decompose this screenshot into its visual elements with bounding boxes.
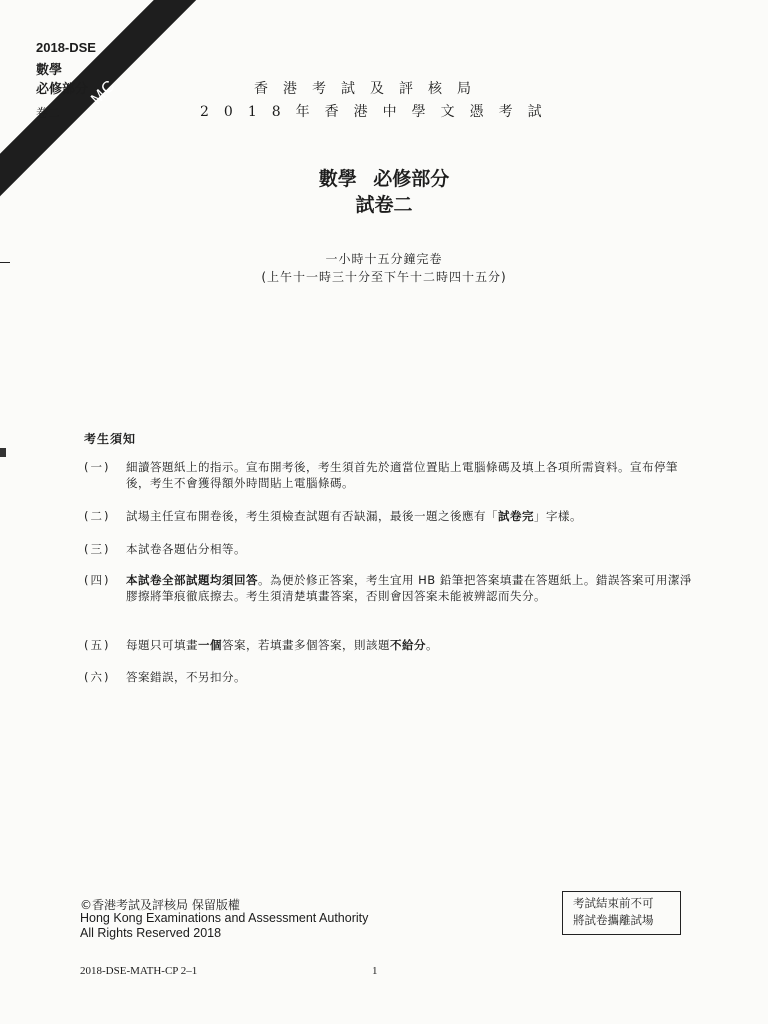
page-title: 數學 必修部分 [318, 168, 450, 190]
instruction-item [84, 508, 704, 524]
scan-edge-mark [0, 448, 6, 457]
instruction-number: (二) [84, 509, 111, 523]
exam-title: 2018年香港中學文憑考試 [200, 104, 557, 120]
instruction-item [84, 459, 704, 491]
instruction-text: 本試卷全部試題均須回答。為便於修正答案，考生宜用 HB 鉛筆把答案填畫在答題紙上。錯誤答案可用潔淨膠擦將筆痕徹底擦去。考生須清楚填畫答案，否則會因答案未能被辨認而失分。 [126, 573, 692, 603]
instruction-text: 試場主任宣布開卷後，考生須檢查試題有否缺漏，最後一題之後應有「試卷完」字樣。 [126, 509, 582, 523]
instruction-text: 細讀答題紙上的指示。宣布開考後，考生須首先於適當位置貼上電腦條碼及填上各項所需資料。宣布停筆後，考生不會獲得額外時間貼上電腦條碼。 [126, 460, 678, 490]
no-removal-notice-box [562, 891, 681, 935]
notice-box-line: 考試結束前不可 [573, 896, 654, 910]
scan-edge-mark [0, 262, 10, 263]
exam-time-range: (上午十一時三十分至下午十二時四十五分) [261, 270, 507, 284]
instruction-item [84, 572, 704, 604]
emphasis-text: 本試卷全部試題均須回答 [126, 573, 258, 587]
authority-name: 香港考試及評核局 [254, 81, 486, 97]
paper-label: 卷二 [36, 106, 61, 120]
copyright-english: Hong Kong Examinations and Assessment Authority [80, 911, 369, 925]
emphasis-text: 一個 [198, 638, 222, 652]
mc-corner-band [0, 0, 228, 273]
instruction-number: (六) [84, 670, 111, 684]
instruction-item [84, 669, 704, 685]
emphasis-text: 試卷完 [498, 509, 534, 523]
paper-code-footer: 2018-DSE-MATH-CP 2–1 [80, 965, 198, 977]
instruction-text: 本試卷各題佔分相等。 [126, 542, 246, 556]
instruction-item [84, 541, 704, 557]
notice-box-line: 將試卷攜離試場 [573, 913, 654, 927]
instructions-heading: 考生須知 [84, 432, 137, 446]
mc-band-label: MC [88, 76, 120, 109]
subject-label: 數學 [36, 63, 63, 78]
instruction-item [84, 637, 704, 653]
exam-code: 2018-DSE [36, 40, 96, 55]
emphasis-text: 不給分 [390, 638, 426, 652]
instruction-number: (五) [84, 638, 111, 652]
instruction-number: (三) [84, 542, 111, 556]
instruction-text: 每題只可填畫一個答案，若填畫多個答案，則該題不給分。 [126, 638, 438, 652]
instruction-number: (一) [84, 460, 111, 474]
exam-duration: 一小時十五分鐘完卷 [325, 252, 443, 266]
page-number: 1 [372, 965, 378, 977]
copyright-rights: All Rights Reserved 2018 [80, 926, 222, 940]
instruction-text: 答案錯誤，不另扣分。 [126, 670, 246, 684]
part-label: 必修部分 [36, 82, 89, 97]
copyright-chinese: ©香港考試及評核局 保留版權 [80, 898, 240, 912]
paper-title: 試卷二 [355, 194, 413, 216]
instruction-number: (四) [84, 573, 111, 587]
